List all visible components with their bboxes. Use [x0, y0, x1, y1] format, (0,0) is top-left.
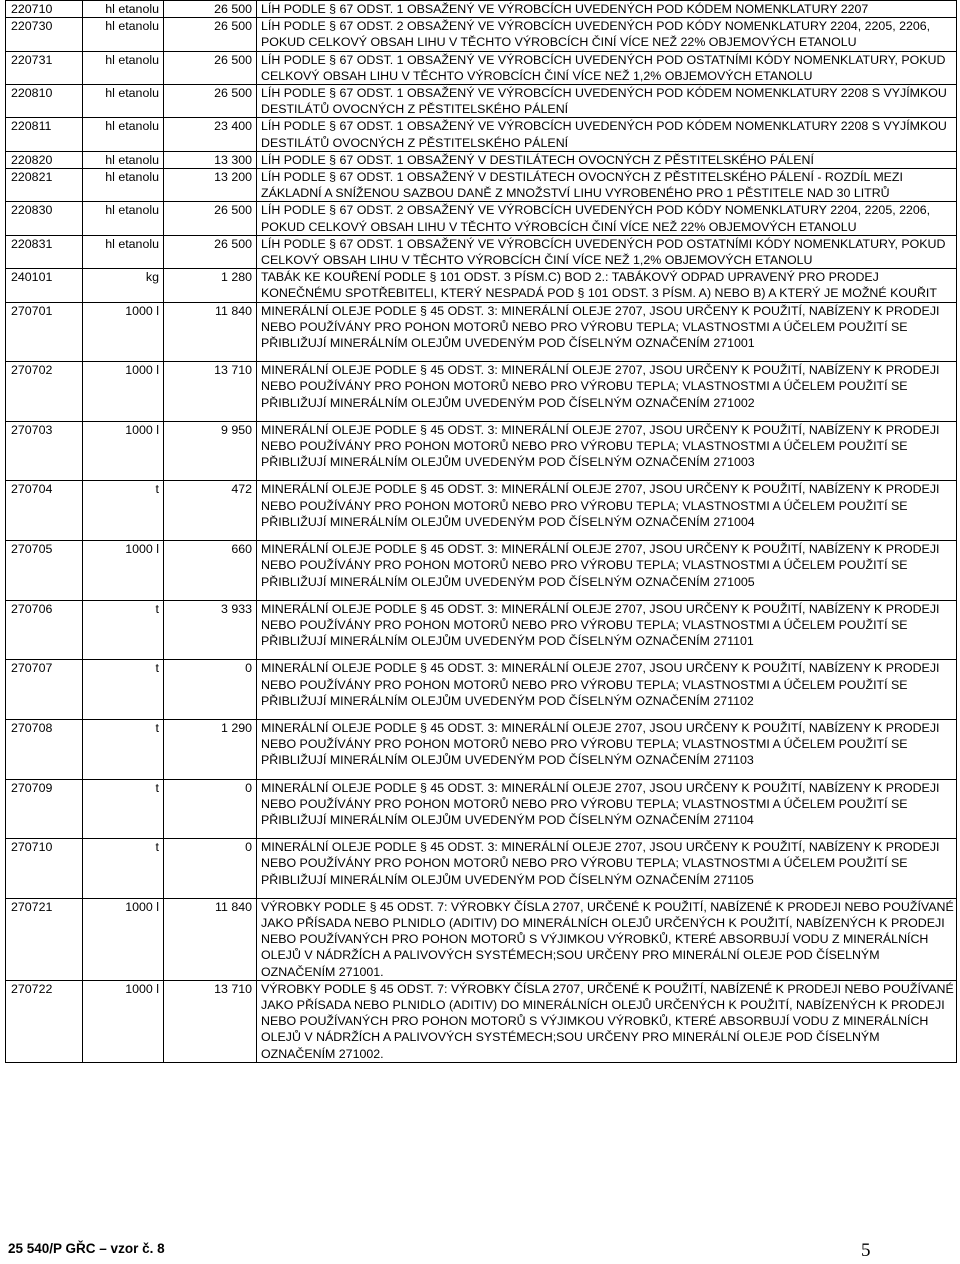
- row-rate: 26 500: [164, 235, 257, 268]
- row-unit: 1000 l: [83, 898, 164, 980]
- row-description: TABÁK KE KOUŘENÍ PODLE § 101 ODST. 3 PÍSM.C) BOD 2.: TABÁKOVÝ ODPAD UPRAVENÝ PRO PRODEJ KONEČNÉMU SPOTŘEBITELI, KTERÝ NESPADÁ POD § 101 ODST. 3 PÍSM. A) NEBO B) A KTERÝ JE MOŽNÉ KOUŘIT: [257, 269, 957, 302]
- row-rate: 11 840: [164, 302, 257, 362]
- row-description: VÝROBKY PODLE § 45 ODST. 7: VÝROBKY ČÍSLA 2707, URČENÉ K POUŽITÍ, NABÍZENÉ K PRODEJI NEBO POUŽÍVANÉ JAKO PŘÍSADA NEBO PLNIDLO (ADITIV) DO MINERÁLNÍCH OLEJŮ URČENÝCH K POUŽITÍ, NABÍZENÝCH K PRODEJI NEBO POUŽÍVANÝCH PRO POHON MOTORŮ S VÝJIMKOU VÝROBKŮ, KTERÉ ABSORBUJÍ VODU Z MINERÁLNÍCH OLEJŮ V NÁDRŽÍCH A PALIVOVÝCH SYSTÉMECH;SOU URČENY PRO MINERÁLNÍ OLEJE POD ČÍSELNÝM OZNAČENÍM 271002.: [257, 980, 957, 1062]
- table-row: [6, 202, 957, 235]
- table-row: [6, 898, 957, 980]
- excise-code-table: [5, 0, 957, 1063]
- row-rate: 9 950: [164, 421, 257, 481]
- row-unit: hl etanolu: [83, 151, 164, 168]
- row-unit: kg: [83, 269, 164, 302]
- row-unit: hl etanolu: [83, 235, 164, 268]
- row-rate: 0: [164, 660, 257, 720]
- row-unit: hl etanolu: [83, 18, 164, 51]
- table-row: [6, 302, 957, 362]
- table-row: [6, 85, 957, 118]
- row-description: LÍH PODLE § 67 ODST. 1 OBSAŽENÝ VE VÝROBCÍCH UVEDENÝCH POD OSTATNÍMI KÓDY NOMENKLATURY, POKUD CELKOVÝ OBSAH LIHU V TĚCHTO VÝROBCÍCH ČINÍ VÍCE NEŽ 1,2% OBJEMOVÝCH ETANOLU: [257, 51, 957, 84]
- table-row: [6, 779, 957, 839]
- row-rate: 1 290: [164, 719, 257, 779]
- row-unit: hl etanolu: [83, 118, 164, 151]
- table-row: [6, 660, 957, 720]
- row-rate: 13 710: [164, 362, 257, 422]
- row-rate: 1 280: [164, 269, 257, 302]
- row-code: 240101: [6, 269, 83, 302]
- table-row: [6, 269, 957, 302]
- row-code: 220830: [6, 202, 83, 235]
- row-code: 220821: [6, 169, 83, 202]
- row-description: MINERÁLNÍ OLEJE PODLE § 45 ODST. 3: MINERÁLNÍ OLEJE 2707, JSOU URČENY K POUŽITÍ, NABÍZENY K PRODEJI NEBO POUŽÍVÁNY PRO POHON MOTORŮ NEBO PRO VÝROBU TEPLA; VLASTNOSTMI A ÚČELEM POUŽITÍ SE PŘIBLIŽUJÍ MINERÁLNÍM OLEJŮM UVEDENÝM POD ČÍSELNÝM OZNAČENÍM 271105: [257, 839, 957, 899]
- table-row: [6, 980, 957, 1062]
- row-unit: hl etanolu: [83, 202, 164, 235]
- table-row: [6, 235, 957, 268]
- row-code: 270710: [6, 839, 83, 899]
- row-code: 220730: [6, 18, 83, 51]
- row-description: MINERÁLNÍ OLEJE PODLE § 45 ODST. 3: MINERÁLNÍ OLEJE 2707, JSOU URČENY K POUŽITÍ, NABÍZENY K PRODEJI NEBO POUŽÍVÁNY PRO POHON MOTORŮ NEBO PRO VÝROBU TEPLA; VLASTNOSTMI A ÚČELEM POUŽITÍ SE PŘIBLIŽUJÍ MINERÁLNÍM OLEJŮM UVEDENÝM POD ČÍSELNÝM OZNAČENÍM 271104: [257, 779, 957, 839]
- row-rate: 472: [164, 481, 257, 541]
- row-rate: 13 300: [164, 151, 257, 168]
- table-row: [6, 362, 957, 422]
- row-code: 220811: [6, 118, 83, 151]
- row-rate: 26 500: [164, 85, 257, 118]
- table-row: [6, 541, 957, 601]
- table-row: [6, 481, 957, 541]
- row-rate: 26 500: [164, 1, 257, 18]
- row-code: 270702: [6, 362, 83, 422]
- row-rate: 13 710: [164, 980, 257, 1062]
- row-description: MINERÁLNÍ OLEJE PODLE § 45 ODST. 3: MINERÁLNÍ OLEJE 2707, JSOU URČENY K POUŽITÍ, NABÍZENY K PRODEJI NEBO POUŽÍVÁNY PRO POHON MOTORŮ NEBO PRO VÝROBU TEPLA; VLASTNOSTMI A ÚČELEM POUŽITÍ SE PŘIBLIŽUJÍ MINERÁLNÍM OLEJŮM UVEDENÝM POD ČÍSELNÝM OZNAČENÍM 271005: [257, 541, 957, 601]
- table-row: [6, 18, 957, 51]
- row-description: MINERÁLNÍ OLEJE PODLE § 45 ODST. 3: MINERÁLNÍ OLEJE 2707, JSOU URČENY K POUŽITÍ, NABÍZENY K PRODEJI NEBO POUŽÍVÁNY PRO POHON MOTORŮ NEBO PRO VÝROBU TEPLA; VLASTNOSTMI A ÚČELEM POUŽITÍ SE PŘIBLIŽUJÍ MINERÁLNÍM OLEJŮM UVEDENÝM POD ČÍSELNÝM OZNAČENÍM 271102: [257, 660, 957, 720]
- row-description: LÍH PODLE § 67 ODST. 1 OBSAŽENÝ VE VÝROBCÍCH UVEDENÝCH POD KÓDEM NOMENKLATURY 2207: [257, 1, 957, 18]
- table-row: [6, 1, 957, 18]
- page-number: 5: [861, 1240, 871, 1261]
- row-description: MINERÁLNÍ OLEJE PODLE § 45 ODST. 3: MINERÁLNÍ OLEJE 2707, JSOU URČENY K POUŽITÍ, NABÍZENY K PRODEJI NEBO POUŽÍVÁNY PRO POHON MOTORŮ NEBO PRO VÝROBU TEPLA; VLASTNOSTMI A ÚČELEM POUŽITÍ SE PŘIBLIŽUJÍ MINERÁLNÍM OLEJŮM UVEDENÝM POD ČÍSELNÝM OZNAČENÍM 271103: [257, 719, 957, 779]
- row-code: 270701: [6, 302, 83, 362]
- row-rate: 26 500: [164, 51, 257, 84]
- row-unit: hl etanolu: [83, 51, 164, 84]
- row-unit: t: [83, 660, 164, 720]
- row-rate: 3 933: [164, 600, 257, 660]
- row-code: 220810: [6, 85, 83, 118]
- row-unit: t: [83, 779, 164, 839]
- row-unit: hl etanolu: [83, 85, 164, 118]
- row-description: MINERÁLNÍ OLEJE PODLE § 45 ODST. 3: MINERÁLNÍ OLEJE 2707, JSOU URČENY K POUŽITÍ, NABÍZENY K PRODEJI NEBO POUŽÍVÁNY PRO POHON MOTORŮ NEBO PRO VÝROBU TEPLA; VLASTNOSTMI A ÚČELEM POUŽITÍ SE PŘIBLIŽUJÍ MINERÁLNÍM OLEJŮM UVEDENÝM POD ČÍSELNÝM OZNAČENÍM 271004: [257, 481, 957, 541]
- form-id: 25 540/P GŘC – vzor č. 8: [8, 1241, 165, 1256]
- row-rate: 26 500: [164, 18, 257, 51]
- row-unit: t: [83, 481, 164, 541]
- row-description: MINERÁLNÍ OLEJE PODLE § 45 ODST. 3: MINERÁLNÍ OLEJE 2707, JSOU URČENY K POUŽITÍ, NABÍZENY K PRODEJI NEBO POUŽÍVÁNY PRO POHON MOTORŮ NEBO PRO VÝROBU TEPLA; VLASTNOSTMI A ÚČELEM POUŽITÍ SE PŘIBLIŽUJÍ MINERÁLNÍM OLEJŮM UVEDENÝM POD ČÍSELNÝM OZNAČENÍM 271001: [257, 302, 957, 362]
- row-description: LÍH PODLE § 67 ODST. 1 OBSAŽENÝ V DESTILÁTECH OVOCNÝCH Z PĚSTITELSKÉHO PÁLENÍ: [257, 151, 957, 168]
- table-row: [6, 118, 957, 151]
- table-row: [6, 51, 957, 84]
- row-description: LÍH PODLE § 67 ODST. 1 OBSAŽENÝ VE VÝROBCÍCH UVEDENÝCH POD KÓDEM NOMENKLATURY 2208 S VYJÍMKOU DESTILÁTŮ OVOCNÝCH Z PĚSTITELSKÉHO PÁLENÍ: [257, 85, 957, 118]
- row-rate: 26 500: [164, 202, 257, 235]
- row-description: LÍH PODLE § 67 ODST. 2 OBSAŽENÝ VE VÝROBCÍCH UVEDENÝCH POD KÓDY NOMENKLATURY 2204, 2205, 2206, POKUD CELKOVÝ OBSAH LIHU V TĚCHTO VÝROBCÍCH ČINÍ VÍCE NEŽ 22% OBJEMOVÝCH ETANOLU: [257, 202, 957, 235]
- table-row: [6, 839, 957, 899]
- row-rate: 0: [164, 839, 257, 899]
- table-row: [6, 600, 957, 660]
- row-unit: hl etanolu: [83, 1, 164, 18]
- row-description: LÍH PODLE § 67 ODST. 1 OBSAŽENÝ VE VÝROBCÍCH UVEDENÝCH POD KÓDEM NOMENKLATURY 2208 S VYJÍMKOU DESTILÁTŮ OVOCNÝCH Z PĚSTITELSKÉHO PÁLENÍ: [257, 118, 957, 151]
- row-unit: 1000 l: [83, 421, 164, 481]
- row-unit: t: [83, 719, 164, 779]
- row-code: 220820: [6, 151, 83, 168]
- row-code: 220831: [6, 235, 83, 268]
- row-unit: t: [83, 839, 164, 899]
- row-unit: 1000 l: [83, 980, 164, 1062]
- table-row: [6, 719, 957, 779]
- row-description: MINERÁLNÍ OLEJE PODLE § 45 ODST. 3: MINERÁLNÍ OLEJE 2707, JSOU URČENY K POUŽITÍ, NABÍZENY K PRODEJI NEBO POUŽÍVÁNY PRO POHON MOTORŮ NEBO PRO VÝROBU TEPLA; VLASTNOSTMI A ÚČELEM POUŽITÍ SE PŘIBLIŽUJÍ MINERÁLNÍM OLEJŮM UVEDENÝM POD ČÍSELNÝM OZNAČENÍM 271003: [257, 421, 957, 481]
- table-body: [6, 1, 957, 1063]
- row-description: LÍH PODLE § 67 ODST. 1 OBSAŽENÝ VE VÝROBCÍCH UVEDENÝCH POD OSTATNÍMI KÓDY NOMENKLATURY, POKUD CELKOVÝ OBSAH LIHU V TĚCHTO VÝROBCÍCH ČINÍ VÍCE NEŽ 1,2% OBJEMOVÝCH ETANOLU: [257, 235, 957, 268]
- row-code: 220710: [6, 1, 83, 18]
- row-rate: 660: [164, 541, 257, 601]
- row-rate: 0: [164, 779, 257, 839]
- row-code: 270721: [6, 898, 83, 980]
- row-description: MINERÁLNÍ OLEJE PODLE § 45 ODST. 3: MINERÁLNÍ OLEJE 2707, JSOU URČENY K POUŽITÍ, NABÍZENY K PRODEJI NEBO POUŽÍVÁNY PRO POHON MOTORŮ NEBO PRO VÝROBU TEPLA; VLASTNOSTMI A ÚČELEM POUŽITÍ SE PŘIBLIŽUJÍ MINERÁLNÍM OLEJŮM UVEDENÝM POD ČÍSELNÝM OZNAČENÍM 271101: [257, 600, 957, 660]
- table-row: [6, 421, 957, 481]
- row-unit: 1000 l: [83, 302, 164, 362]
- row-code: 270708: [6, 719, 83, 779]
- row-code: 270707: [6, 660, 83, 720]
- row-code: 270706: [6, 600, 83, 660]
- row-code: 270705: [6, 541, 83, 601]
- row-description: LÍH PODLE § 67 ODST. 1 OBSAŽENÝ V DESTILÁTECH OVOCNÝCH Z PĚSTITELSKÉHO PÁLENÍ - ROZDÍL MEZI ZÁKLADNÍ A SNÍŽENOU SAZBOU DANĚ Z MNOŽSTVÍ LIHU VYROBENÉHO PRO 1 PĚSTITELE NAD 30 LITRŮ: [257, 169, 957, 202]
- row-unit: hl etanolu: [83, 169, 164, 202]
- row-unit: t: [83, 600, 164, 660]
- table-row: [6, 151, 957, 168]
- row-code: 270709: [6, 779, 83, 839]
- table-row: [6, 169, 957, 202]
- row-code: 270722: [6, 980, 83, 1062]
- row-rate: 11 840: [164, 898, 257, 980]
- row-unit: 1000 l: [83, 541, 164, 601]
- row-description: LÍH PODLE § 67 ODST. 2 OBSAŽENÝ VE VÝROBCÍCH UVEDENÝCH POD KÓDY NOMENKLATURY 2204, 2205, 2206, POKUD CELKOVÝ OBSAH LIHU V TĚCHTO VÝROBCÍCH ČINÍ VÍCE NEŽ 22% OBJEMOVÝCH ETANOLU: [257, 18, 957, 51]
- row-code: 220731: [6, 51, 83, 84]
- row-code: 270704: [6, 481, 83, 541]
- row-description: VÝROBKY PODLE § 45 ODST. 7: VÝROBKY ČÍSLA 2707, URČENÉ K POUŽITÍ, NABÍZENÉ K PRODEJI NEBO POUŽÍVANÉ JAKO PŘÍSADA NEBO PLNIDLO (ADITIV) DO MINERÁLNÍCH OLEJŮ URČENÝCH K POUŽITÍ, NABÍZENÝCH K PRODEJI NEBO POUŽÍVANÝCH PRO POHON MOTORŮ S VÝJIMKOU VÝROBKŮ, KTERÉ ABSORBUJÍ VODU Z MINERÁLNÍCH OLEJŮ V NÁDRŽÍCH A PALIVOVÝCH SYSTÉMECH;SOU URČENY PRO MINERÁLNÍ OLEJE POD ČÍSELNÝM OZNAČENÍM 271001.: [257, 898, 957, 980]
- row-rate: 23 400: [164, 118, 257, 151]
- row-code: 270703: [6, 421, 83, 481]
- row-description: MINERÁLNÍ OLEJE PODLE § 45 ODST. 3: MINERÁLNÍ OLEJE 2707, JSOU URČENY K POUŽITÍ, NABÍZENY K PRODEJI NEBO POUŽÍVÁNY PRO POHON MOTORŮ NEBO PRO VÝROBU TEPLA; VLASTNOSTMI A ÚČELEM POUŽITÍ SE PŘIBLIŽUJÍ MINERÁLNÍM OLEJŮM UVEDENÝM POD ČÍSELNÝM OZNAČENÍM 271002: [257, 362, 957, 422]
- row-rate: 13 200: [164, 169, 257, 202]
- row-unit: 1000 l: [83, 362, 164, 422]
